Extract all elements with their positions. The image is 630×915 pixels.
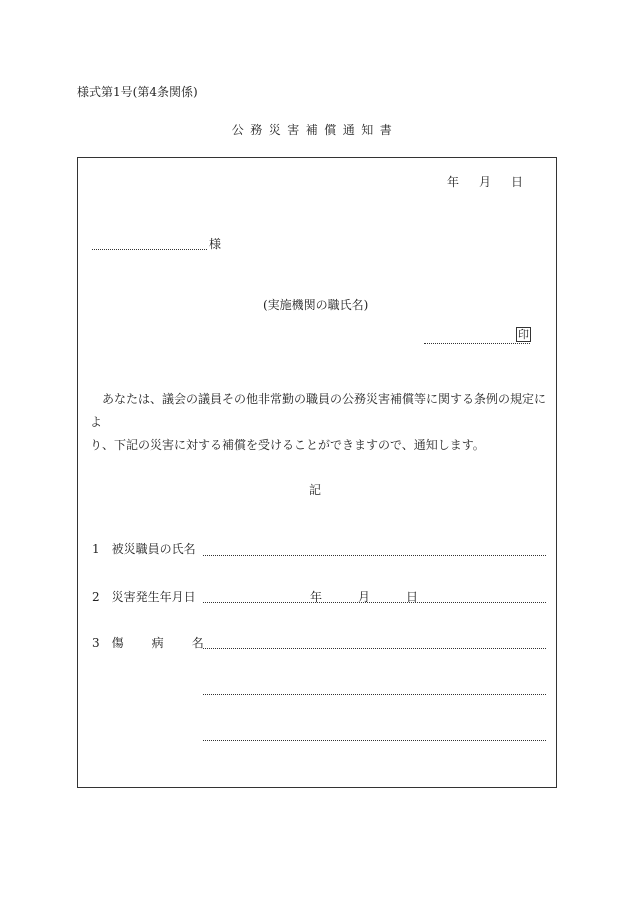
- form-number: 様式第1号(第4条関係): [77, 85, 198, 99]
- notice-body: [90, 388, 552, 457]
- item-3-char-c: 名: [191, 636, 204, 650]
- item-1-number: 1: [92, 542, 100, 556]
- item-3-label: [92, 637, 204, 649]
- agency-title-label: (実施機関の職氏名): [263, 298, 369, 312]
- notice-body-line-2: り、下記の災害に対する補償を受けることができますので、通知します。: [90, 438, 485, 452]
- item-3-field-line-1: [203, 648, 546, 649]
- item-2-day: 日: [406, 590, 419, 604]
- notice-body-line-1: あなたは、議会の議員その他非常勤の職員の公務災害補償等に関する条例の規定によ: [90, 392, 547, 429]
- ki-heading: 記: [308, 483, 321, 497]
- item-3-field-line-3: [203, 740, 546, 741]
- document-title: 公務災害補償通知書: [231, 123, 399, 137]
- recipient-name-line: [92, 249, 207, 250]
- item-1-text: 被災職員の氏名: [111, 542, 196, 556]
- item-1-field-line: [203, 555, 546, 556]
- item-2-year: 年: [310, 590, 323, 604]
- item-2-date: [310, 591, 418, 603]
- item-3-char-a: 傷: [111, 636, 124, 650]
- item-3-number: 3: [92, 636, 100, 650]
- item-2-label: [92, 591, 196, 603]
- item-1-label: [92, 543, 196, 555]
- issue-date-year: 年: [447, 175, 460, 189]
- recipient-honorific: 様: [209, 237, 222, 251]
- issue-date: [447, 176, 523, 188]
- item-2-text: 災害発生年月日: [111, 590, 196, 604]
- issue-date-day: 日: [511, 175, 524, 189]
- item-2-number: 2: [92, 590, 100, 604]
- item-2-month: 月: [358, 590, 371, 604]
- item-3-field-line-2: [203, 694, 546, 695]
- seal-mark-icon: 印: [518, 328, 529, 341]
- issue-date-month: 月: [479, 175, 492, 189]
- agency-name-line: [424, 343, 530, 344]
- item-3-char-b: 病: [151, 636, 164, 650]
